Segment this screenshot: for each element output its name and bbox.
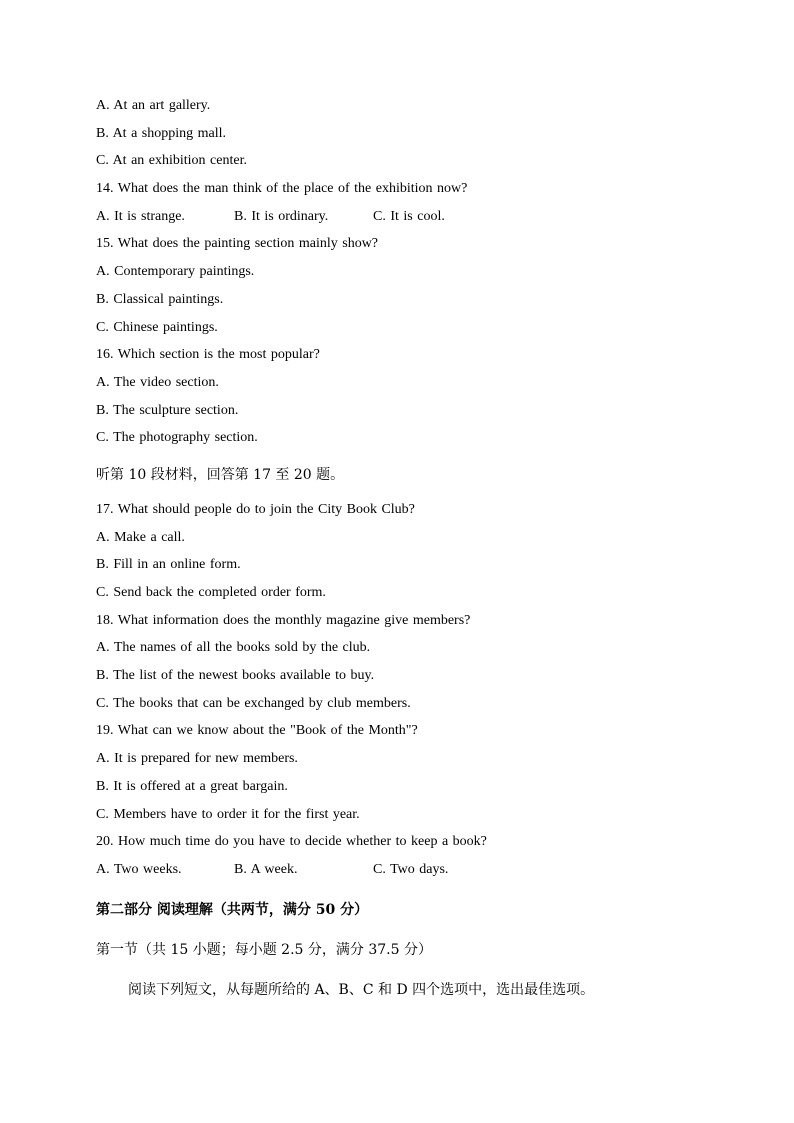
q20-option-b: B. A week. [234,861,298,877]
q19-option-c: C. Members have to order it for the first year. [96,806,360,822]
q14-options [96,207,716,235]
q15-option-b: B. Classical paintings. [96,291,224,307]
q15-option-a: A. Contemporary paintings. [96,264,255,280]
q13-option-b: B. At a shopping mall. [96,125,226,141]
section-one-heading: 第一节（共 15 小题；每小题 2.5 分，满分 37.5 分） [96,941,432,958]
part-two-heading: 第二部分 阅读理解（共两节，满分 50 分） [96,901,369,918]
q20-option-c: C. Two days. [373,861,449,877]
q17-question: 17. What should people do to join the City Book Club? [96,501,415,517]
listening-material-heading: 听第 10 段材料，回答第 17 至 20 题。 [96,466,345,483]
q16-option-c: C. The photography section. [96,430,258,446]
q19-question: 19. What can we know about the "Book of the Month"? [96,723,418,739]
q13-option-c: C. At an exhibition center. [96,153,247,169]
page-content [96,96,716,1009]
reading-instruction: 阅读下列短文，从每题所给的 A、B、C 和 D 四个选项中，选出最佳选项。 [128,981,595,998]
q14-question: 14. What does the man think of the place of the exhibition now? [96,181,468,197]
q18-option-b: B. The list of the newest books available to buy. [96,668,375,684]
q16-question: 16. Which section is the most popular? [96,347,320,363]
q17-option-b: B. Fill in an online form. [96,557,241,573]
q17-option-a: A. Make a call. [96,529,185,545]
q14-option-b: B. It is ordinary. [234,208,329,224]
q18-option-c: C. The books that can be exchanged by club members. [96,695,411,711]
q19-option-a: A. It is prepared for new members. [96,751,298,767]
q20-question: 20. How much time do you have to decide whether to keep a book? [96,834,487,850]
q19-option-b: B. It is offered at a great bargain. [96,778,288,794]
q17-option-c: C. Send back the completed order form. [96,585,326,600]
q14-option-c: C. It is cool. [373,208,445,224]
q20-option-a: A. Two weeks. [96,861,182,877]
q16-option-a: A. The video section. [96,374,219,390]
q15-option-c: C. Chinese paintings. [96,319,218,335]
q14-option-a: A. It is strange. [96,208,185,224]
q15-question: 15. What does the painting section mainly show? [96,236,379,252]
q18-question: 18. What information does the monthly magazine give members? [96,612,471,628]
q18-option-a: A. The names of all the books sold by the club. [96,640,371,656]
q16-option-b: B. The sculpture section. [96,402,239,418]
q13-option-a: A. At an art gallery. [96,98,211,113]
q20-options [96,860,716,888]
